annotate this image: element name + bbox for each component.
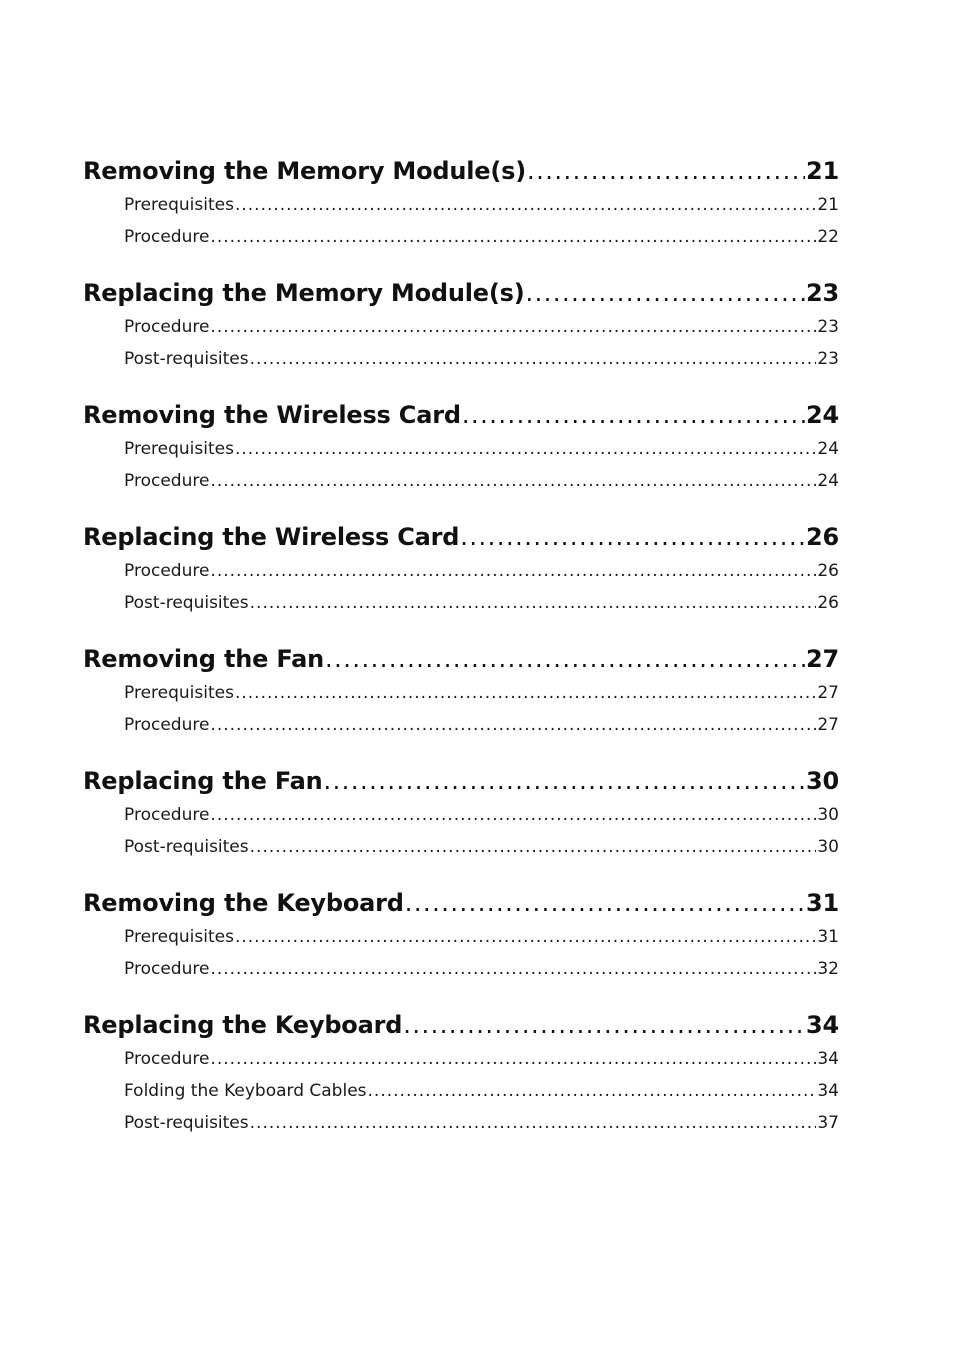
chapter-title: Removing the Wireless Card — [83, 401, 461, 429]
dot-leader — [210, 311, 816, 343]
toc-subentry[interactable] — [83, 677, 839, 709]
dot-leader — [405, 885, 805, 921]
dot-leader — [235, 677, 816, 709]
toc-chapter-entry[interactable] — [83, 641, 839, 677]
dot-leader — [462, 397, 805, 433]
toc-subentry[interactable] — [83, 343, 839, 375]
chapter-title: Removing the Memory Module(s) — [83, 157, 526, 185]
subentry-title: Prerequisites — [124, 195, 234, 215]
dot-leader — [210, 953, 816, 985]
dot-leader — [210, 465, 816, 497]
dot-leader — [250, 1107, 817, 1139]
dot-leader — [235, 921, 816, 953]
dot-leader — [324, 763, 806, 799]
page-number: 34 — [817, 1081, 839, 1101]
dot-leader — [235, 189, 816, 221]
page-number: 30 — [806, 767, 839, 795]
dot-leader — [527, 153, 805, 189]
dot-leader — [325, 641, 805, 677]
dot-leader — [460, 519, 805, 555]
subentry-title: Procedure — [124, 959, 210, 979]
dot-leader — [250, 587, 817, 619]
dot-leader — [250, 831, 817, 863]
subentry-title: Procedure — [124, 227, 210, 247]
subentry-title: Procedure — [124, 317, 210, 337]
page-number: 27 — [806, 645, 839, 673]
dot-leader — [250, 343, 817, 375]
toc-chapter-entry[interactable] — [83, 763, 839, 799]
toc-subentry[interactable] — [83, 311, 839, 343]
toc-section — [83, 153, 839, 253]
page-number: 21 — [806, 157, 839, 185]
dot-leader — [210, 799, 816, 831]
dot-leader — [403, 1007, 805, 1043]
subentry-title: Post-requisites — [124, 1113, 249, 1133]
page-number: 30 — [817, 837, 839, 857]
dot-leader — [210, 221, 816, 253]
page-number: 32 — [817, 959, 839, 979]
subentry-title: Procedure — [124, 561, 210, 581]
page-number: 34 — [817, 1049, 839, 1069]
page-number: 27 — [817, 715, 839, 735]
subentry-title: Procedure — [124, 1049, 210, 1069]
subentry-title: Prerequisites — [124, 439, 234, 459]
chapter-title: Removing the Fan — [83, 645, 325, 673]
subentry-title: Procedure — [124, 471, 210, 491]
toc-subentry[interactable] — [83, 221, 839, 253]
toc-chapter-entry[interactable] — [83, 885, 839, 921]
subentry-title: Post-requisites — [124, 349, 249, 369]
subentry-title: Procedure — [124, 715, 210, 735]
toc-subentry[interactable] — [83, 1043, 839, 1075]
subentry-title: Prerequisites — [124, 927, 234, 947]
toc-subentry[interactable] — [83, 709, 839, 741]
page-number: 24 — [817, 471, 839, 491]
page-number: 37 — [817, 1113, 839, 1133]
page-number: 23 — [817, 349, 839, 369]
toc-chapter-entry[interactable] — [83, 153, 839, 189]
page-number: 31 — [817, 927, 839, 947]
page-number: 21 — [817, 195, 839, 215]
subentry-title: Post-requisites — [124, 593, 249, 613]
page-number: 22 — [817, 227, 839, 247]
chapter-title: Replacing the Wireless Card — [83, 523, 460, 551]
toc-subentry[interactable] — [83, 831, 839, 863]
toc-chapter-entry[interactable] — [83, 275, 839, 311]
toc-subentry[interactable] — [83, 921, 839, 953]
dot-leader — [368, 1075, 817, 1107]
page-number: 24 — [817, 439, 839, 459]
toc-chapter-entry[interactable] — [83, 397, 839, 433]
toc-section — [83, 275, 839, 375]
toc-subentry[interactable] — [83, 189, 839, 221]
chapter-title: Replacing the Fan — [83, 767, 323, 795]
chapter-title: Removing the Keyboard — [83, 889, 404, 917]
toc-section — [83, 1007, 839, 1139]
page-number: 26 — [806, 523, 839, 551]
toc-subentry[interactable] — [83, 555, 839, 587]
page-number: 34 — [806, 1011, 839, 1039]
subentry-title: Prerequisites — [124, 683, 234, 703]
toc-chapter-entry[interactable] — [83, 1007, 839, 1043]
subentry-title: Folding the Keyboard Cables — [124, 1081, 367, 1101]
dot-leader — [235, 433, 816, 465]
page-number: 30 — [817, 805, 839, 825]
dot-leader — [210, 555, 816, 587]
toc-section — [83, 519, 839, 619]
subentry-title: Post-requisites — [124, 837, 249, 857]
table-of-contents — [83, 153, 839, 1161]
page-number: 26 — [817, 561, 839, 581]
page-number: 27 — [817, 683, 839, 703]
dot-leader — [525, 275, 805, 311]
toc-subentry[interactable] — [83, 799, 839, 831]
chapter-title: Replacing the Keyboard — [83, 1011, 403, 1039]
toc-subentry[interactable] — [83, 433, 839, 465]
chapter-title: Replacing the Memory Module(s) — [83, 279, 525, 307]
toc-subentry[interactable] — [83, 587, 839, 619]
subentry-title: Procedure — [124, 805, 210, 825]
toc-subentry[interactable] — [83, 1075, 839, 1107]
page-number: 31 — [806, 889, 839, 917]
toc-section — [83, 397, 839, 497]
page-number: 24 — [806, 401, 839, 429]
page-number: 23 — [817, 317, 839, 337]
toc-section — [83, 641, 839, 741]
dot-leader — [210, 709, 816, 741]
toc-subentry[interactable] — [83, 953, 839, 985]
page-number: 23 — [806, 279, 839, 307]
page-number: 26 — [817, 593, 839, 613]
toc-subentry[interactable] — [83, 1107, 839, 1139]
toc-chapter-entry[interactable] — [83, 519, 839, 555]
toc-subentry[interactable] — [83, 465, 839, 497]
toc-section — [83, 763, 839, 863]
toc-section — [83, 885, 839, 985]
dot-leader — [210, 1043, 816, 1075]
